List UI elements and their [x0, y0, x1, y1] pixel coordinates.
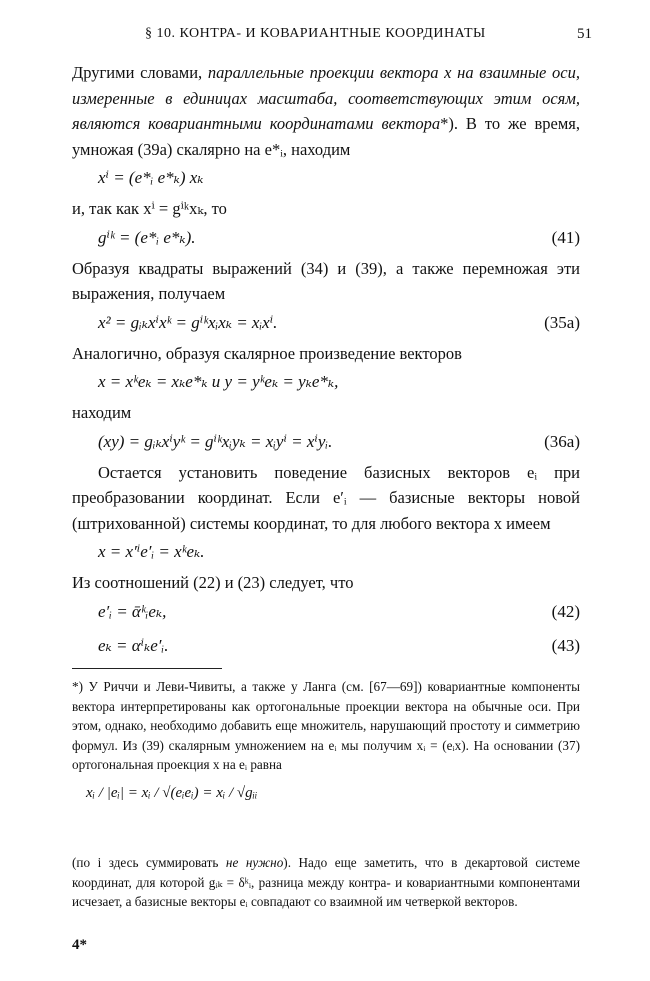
signature-mark: 4* — [72, 937, 87, 953]
main-text — [72, 60, 580, 664]
equation-number: (43) — [551, 635, 580, 655]
paragraph — [72, 60, 580, 162]
formula — [72, 222, 580, 256]
text-span: *). В то же время, умножая (39a) скалярно на e*ᵢ, находим — [72, 114, 580, 159]
formula — [72, 426, 580, 460]
formula-expression: x = x′ⁱe′ᵢ = xᵏeₖ. — [98, 542, 205, 561]
formula — [72, 596, 580, 630]
formula-expression: xᵢ / |eᵢ| = xᵢ / √(eᵢeᵢ) = xᵢ / √gᵢᵢ — [86, 784, 258, 801]
page-number: 51 — [577, 26, 592, 42]
formula — [72, 366, 580, 400]
formula — [72, 307, 580, 341]
formula-expression: x² = gᵢₖxⁱxᵏ = gⁱᵏxᵢxₖ = xᵢxⁱ. — [98, 312, 278, 332]
formula-expression: xⁱ = (e*ᵢ e*ₖ) xₖ — [98, 168, 204, 187]
italic-span: не нужно — [225, 854, 284, 870]
running-header: § 10. КОНТРА- И КОВАРИАНТНЫЕ КООРДИНАТЫ — [145, 26, 486, 41]
footnote-paragraph — [72, 853, 580, 912]
equation-number: (35a) — [544, 312, 580, 332]
formula — [72, 536, 580, 570]
paragraph: и, так как xⁱ = gⁱᵏxₖ, то — [72, 199, 227, 218]
footnote-paragraph: *) У Риччи и Леви-Чивиты, а также у Ланга (см. [67—69]) ковариантные компоненты вектора интерпретированы как ортогональные проекции вектора на обычные оси. При этом, однако, необходимо добавить еще множитель, нарушающий простоту и симметрию формул. Из (39) скалярным умножением на eᵢ мы получим xᵢ = (eᵢx). На основании (37) ортогональная проекция x на eᵢ равна — [72, 679, 580, 773]
formula-expression: e′ᵢ = ᾱᵏᵢeₖ, — [98, 601, 167, 621]
italic-span: параллельные проекции вектора x на взаимные оси, измеренные в единицах масштаба, соответствующих этим осям, являются ковариантными координатами вектора — [72, 63, 580, 133]
formula — [72, 630, 580, 664]
formula-expression: x = xᵏeₖ = xₖe*ₖ и y = yᵏeₖ = yₖe*ₖ, — [98, 372, 339, 391]
formula — [72, 162, 580, 196]
paragraph: находим — [72, 403, 132, 422]
formula-expression: (xy) = gᵢₖxⁱyᵏ = gⁱᵏxᵢyₖ = xᵢyⁱ = xⁱyᵢ. — [98, 431, 333, 451]
footnote-divider — [72, 668, 222, 669]
equation-number: (41) — [551, 227, 580, 247]
equation-number: (36a) — [544, 431, 580, 451]
paragraph: Остается установить поведение базисных векторов eᵢ при преобразовании координат. Если e′ᵢ — базисные векторы новой (штрихованной) системы координат, то для любого вектора x имеем — [72, 462, 580, 533]
equation-number: (42) — [551, 601, 580, 621]
formula-expression: eₖ = αⁱₖe′ᵢ. — [98, 635, 169, 655]
text-span: ). Надо еще заметить, что в декартовой системе координат, для которой gᵢₖ = δᵏᵢ, разница между контра- и ковариантными компонентами исчезает, а базисные векторы eᵢ совпадают со взаимной им четверкой векторов. — [72, 854, 580, 910]
text-span: (по i здесь суммировать — [72, 854, 226, 870]
text-span: Другими словами, — [72, 63, 208, 82]
paragraph: Образуя квадраты выражений (34) и (39), а также перемножая эти выражения, получаем — [72, 258, 580, 303]
paragraph: Из соотношений (22) и (23) следует, что — [72, 573, 354, 592]
footnote-formula — [86, 775, 580, 853]
paragraph: Аналогично, образуя скалярное произведение векторов — [72, 343, 462, 363]
formula-expression: gⁱᵏ = (e*ᵢ e*ₖ). — [98, 227, 196, 247]
footnote — [72, 677, 580, 912]
